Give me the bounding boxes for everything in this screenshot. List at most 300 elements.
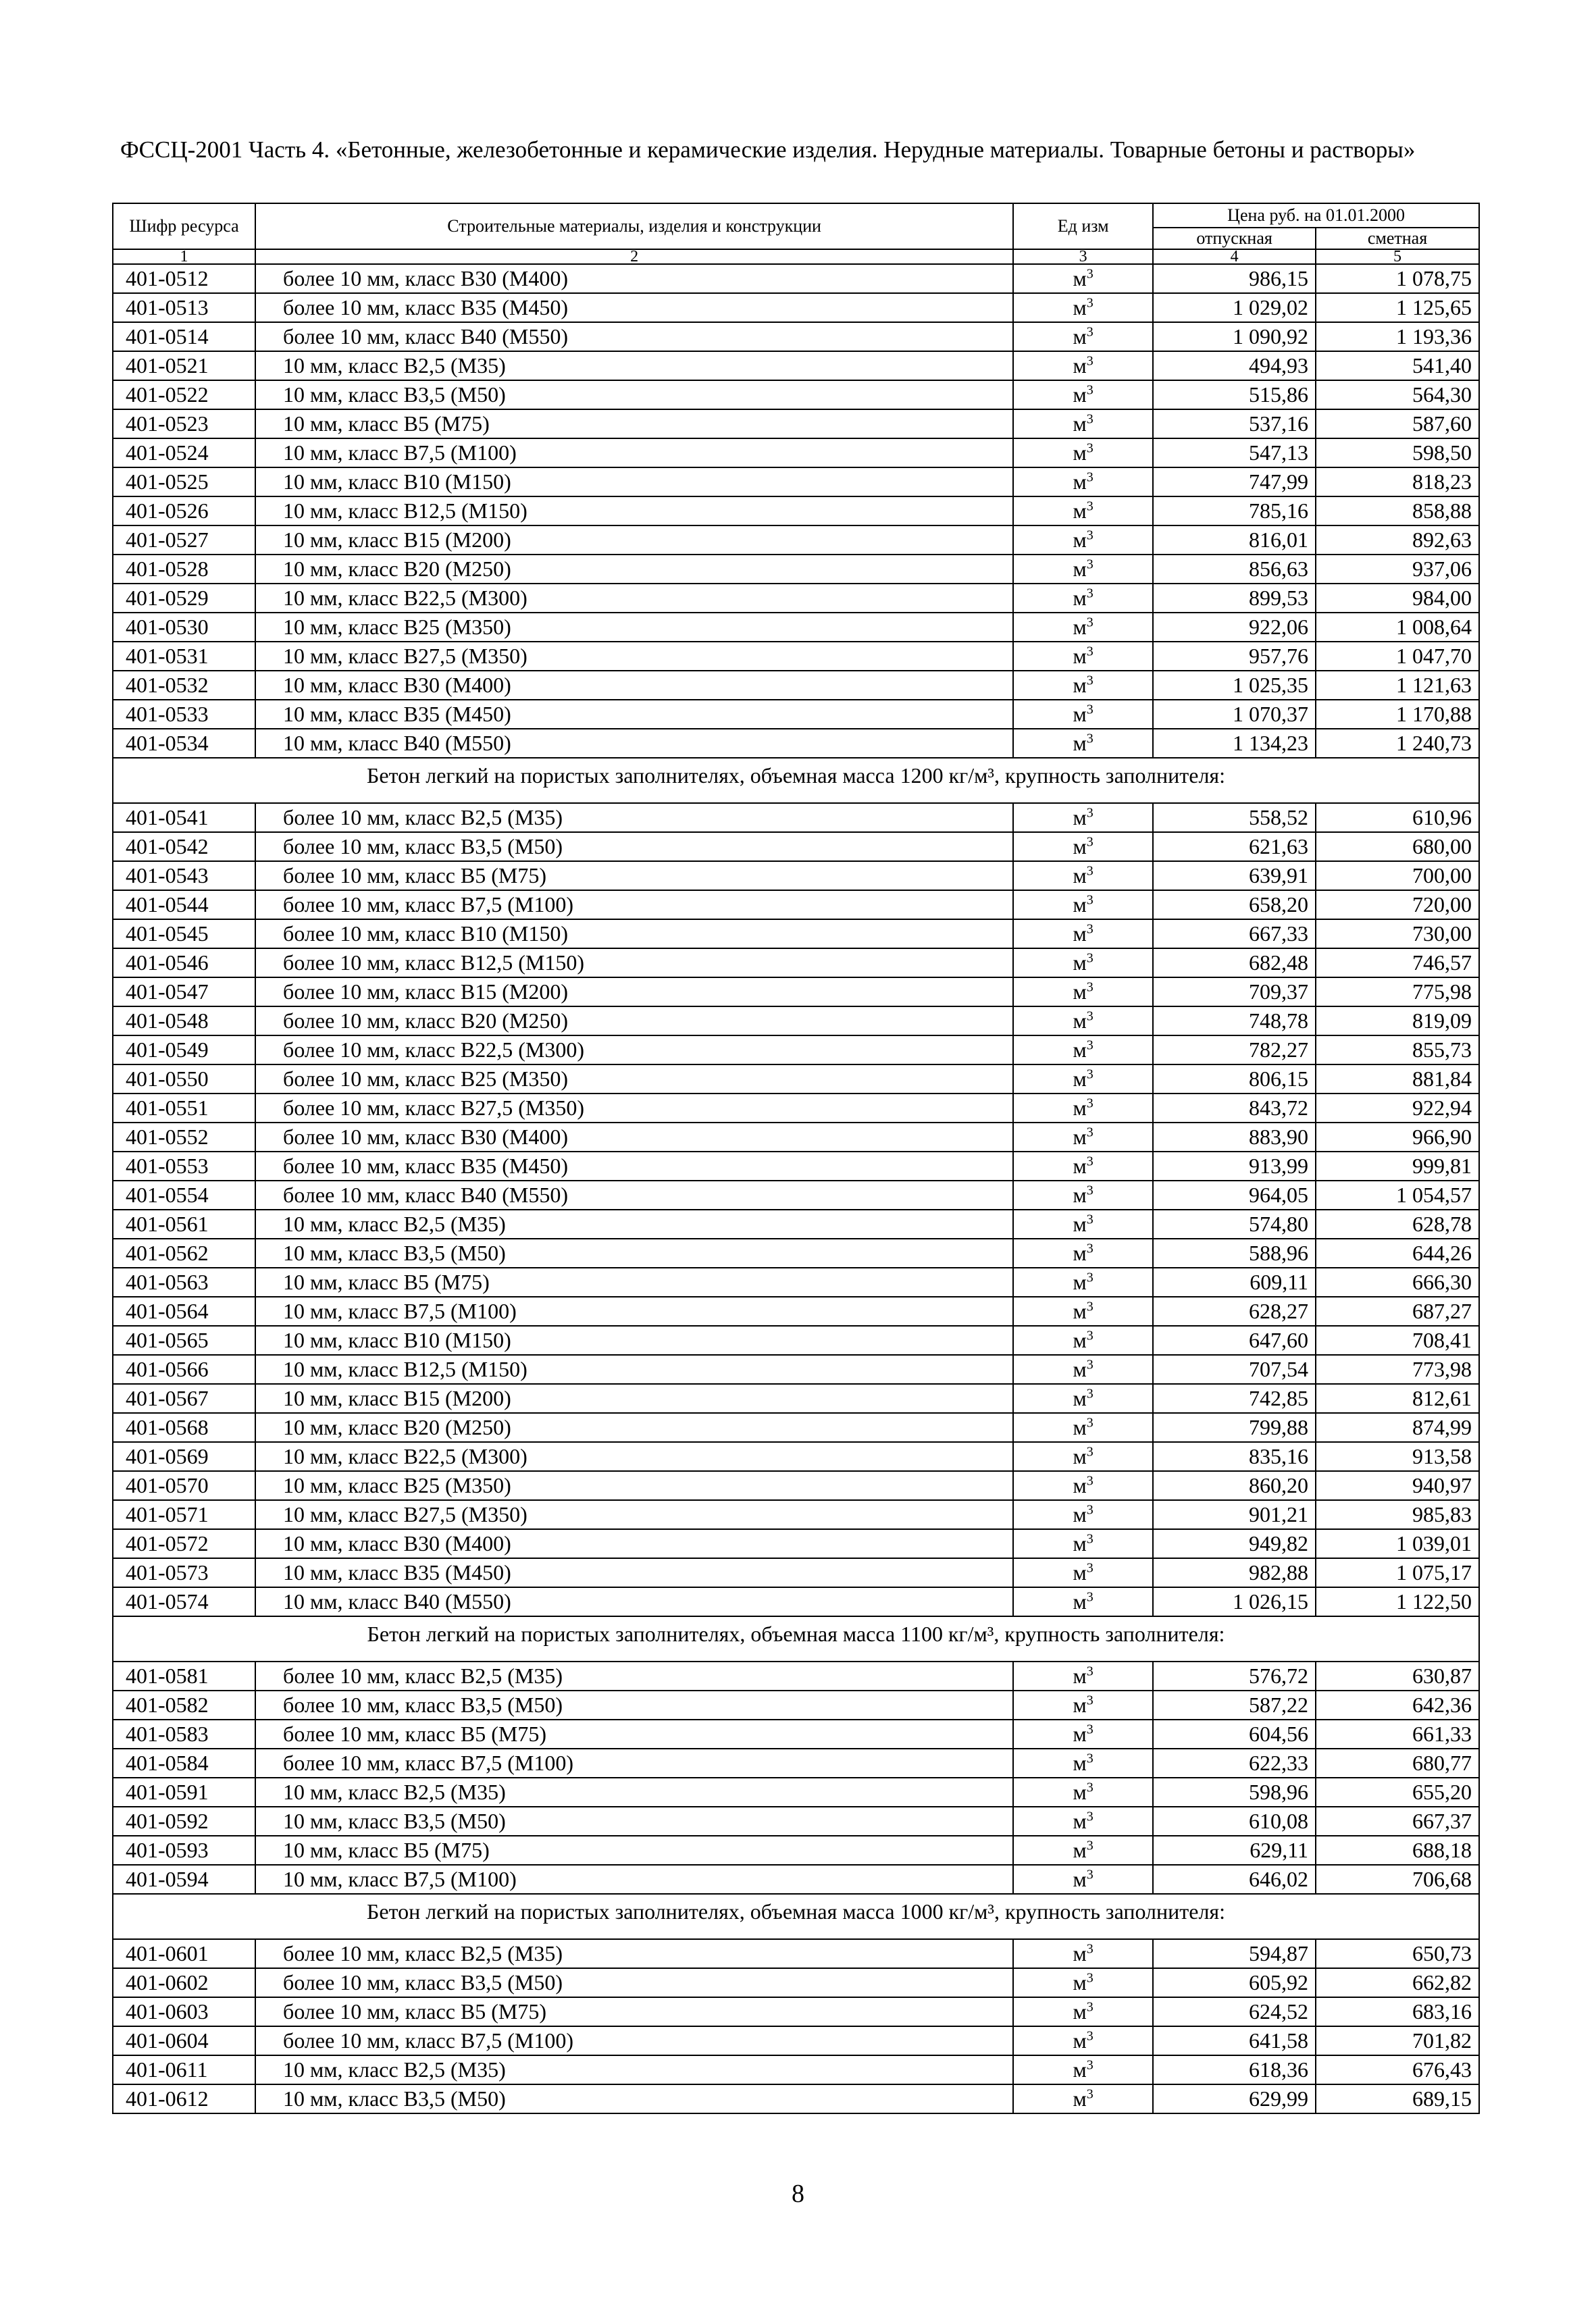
- material-name: более 10 мм, класс В30 (М400): [255, 1123, 1013, 1152]
- resource-code: 401-0521: [113, 351, 255, 380]
- unit-label: м: [1073, 1154, 1087, 1178]
- unit-label: м: [1073, 1751, 1087, 1775]
- release-price: 598,96: [1153, 1778, 1316, 1807]
- table-row: [113, 1355, 1479, 1384]
- material-name: 10 мм, класс В40 (М550): [255, 1587, 1013, 1616]
- table-row: [113, 1152, 1479, 1181]
- release-price: 628,27: [1153, 1297, 1316, 1326]
- unit-label: м: [1073, 1212, 1087, 1236]
- table-row: [113, 1836, 1479, 1865]
- unit-label: м: [1073, 1838, 1087, 1862]
- material-name: 10 мм, класс В30 (М400): [255, 671, 1013, 700]
- table-row: [113, 496, 1479, 525]
- estimate-price: 773,98: [1316, 1355, 1479, 1384]
- material-name: более 10 мм, класс В3,5 (М50): [255, 1968, 1013, 1997]
- column-number: 5: [1316, 249, 1479, 264]
- material-name: более 10 мм, класс В2,5 (М35): [255, 803, 1013, 832]
- estimate-price: 937,06: [1316, 555, 1479, 584]
- material-name: более 10 мм, класс В20 (М250): [255, 1006, 1013, 1035]
- unit-cell: [1013, 700, 1153, 729]
- estimate-price: 812,61: [1316, 1384, 1479, 1413]
- estimate-price: 858,88: [1316, 496, 1479, 525]
- unit-cell: [1013, 1442, 1153, 1471]
- group-title: Бетон легкий на пористых заполнителях, объемная масса 1200 кг/м³, крупность заполнителя:: [113, 758, 1479, 803]
- unit-label: м: [1073, 586, 1087, 610]
- release-price: 816,01: [1153, 525, 1316, 555]
- unit-cell: [1013, 1939, 1153, 1968]
- cube-superscript: 3: [1086, 1999, 1093, 2015]
- cube-superscript: 3: [1086, 469, 1093, 485]
- estimate-price: 874,99: [1316, 1413, 1479, 1442]
- cube-superscript: 3: [1086, 673, 1093, 688]
- table-row: [113, 803, 1479, 832]
- material-name: более 10 мм, класс В7,5 (М100): [255, 890, 1013, 919]
- resource-code: 401-0562: [113, 1239, 255, 1268]
- resource-code: 401-0543: [113, 861, 255, 890]
- unit-cell: [1013, 409, 1153, 438]
- resource-code: 401-0528: [113, 555, 255, 584]
- unit-cell: [1013, 890, 1153, 919]
- group-header-row: [113, 1894, 1479, 1939]
- estimate-price: 730,00: [1316, 919, 1479, 948]
- resource-code: 401-0574: [113, 1587, 255, 1616]
- resource-code: 401-0549: [113, 1035, 255, 1064]
- estimate-price: 892,63: [1316, 525, 1479, 555]
- material-name: более 10 мм, класс В30 (М400): [255, 264, 1013, 293]
- release-price: 587,22: [1153, 1691, 1316, 1720]
- group-title: Бетон легкий на пористых заполнителях, объемная масса 1100 кг/м³, крупность заполнителя:: [113, 1616, 1479, 1662]
- estimate-price: 700,00: [1316, 861, 1479, 890]
- unit-label: м: [1073, 469, 1087, 494]
- unit-cell: [1013, 264, 1153, 293]
- material-name: 10 мм, класс В3,5 (М50): [255, 2084, 1013, 2113]
- unit-label: м: [1073, 1531, 1087, 1555]
- table-row: [113, 351, 1479, 380]
- release-price: 1 134,23: [1153, 729, 1316, 758]
- table-row: [113, 1471, 1479, 1500]
- table-row: [113, 525, 1479, 555]
- resource-code: 401-0548: [113, 1006, 255, 1035]
- unit-label: м: [1073, 295, 1087, 319]
- unit-cell: [1013, 1210, 1153, 1239]
- cube-superscript: 3: [1086, 1328, 1093, 1343]
- material-name: 10 мм, класс В25 (М350): [255, 613, 1013, 642]
- release-price: 658,20: [1153, 890, 1316, 919]
- resource-code: 401-0544: [113, 890, 255, 919]
- estimate-price: 661,33: [1316, 1720, 1479, 1749]
- cube-superscript: 3: [1086, 557, 1093, 572]
- material-name: 10 мм, класс В20 (М250): [255, 555, 1013, 584]
- unit-cell: [1013, 919, 1153, 948]
- release-price: 667,33: [1153, 919, 1316, 948]
- resource-code: 401-0564: [113, 1297, 255, 1326]
- estimate-price: 1 075,17: [1316, 1558, 1479, 1587]
- unit-cell: [1013, 1471, 1153, 1500]
- unit-label: м: [1073, 2028, 1087, 2053]
- resource-code: 401-0592: [113, 1807, 255, 1836]
- unit-cell: [1013, 1035, 1153, 1064]
- unit-cell: [1013, 1064, 1153, 1094]
- material-name: 10 мм, класс В5 (М75): [255, 1836, 1013, 1865]
- cube-superscript: 3: [1086, 1386, 1093, 1402]
- estimate-price: 966,90: [1316, 1123, 1479, 1152]
- table-row: [113, 671, 1479, 700]
- table-row: [113, 1939, 1479, 1968]
- unit-cell: [1013, 496, 1153, 525]
- unit-label: м: [1073, 805, 1087, 829]
- table-row: [113, 322, 1479, 351]
- cube-superscript: 3: [1086, 1154, 1093, 1169]
- material-name: более 10 мм, класс В7,5 (М100): [255, 1749, 1013, 1778]
- estimate-price: 855,73: [1316, 1035, 1479, 1064]
- cube-superscript: 3: [1086, 892, 1093, 908]
- estimate-price: 666,30: [1316, 1268, 1479, 1297]
- table-row: [113, 438, 1479, 467]
- estimate-price: 720,00: [1316, 890, 1479, 919]
- material-name: более 10 мм, класс В22,5 (М300): [255, 1035, 1013, 1064]
- release-price: 883,90: [1153, 1123, 1316, 1152]
- cube-superscript: 3: [1086, 1664, 1093, 1679]
- estimate-price: 706,68: [1316, 1865, 1479, 1894]
- cube-superscript: 3: [1086, 1970, 1093, 1986]
- header-estimate: сметная: [1316, 228, 1479, 249]
- unit-cell: [1013, 1500, 1153, 1529]
- unit-label: м: [1073, 615, 1087, 639]
- resource-code: 401-0591: [113, 1778, 255, 1807]
- resource-code: 401-0553: [113, 1152, 255, 1181]
- table-row: [113, 1720, 1479, 1749]
- release-price: 537,16: [1153, 409, 1316, 438]
- unit-label: м: [1073, 1096, 1087, 1120]
- table-row: [113, 1239, 1479, 1268]
- release-price: 594,87: [1153, 1939, 1316, 1968]
- header-name: Строительные материалы, изделия и конструкции: [255, 203, 1013, 249]
- table-row: [113, 1442, 1479, 1471]
- table-row: [113, 380, 1479, 409]
- unit-label: м: [1073, 950, 1087, 975]
- unit-label: м: [1073, 2086, 1087, 2111]
- unit-cell: [1013, 642, 1153, 671]
- cube-superscript: 3: [1086, 1270, 1093, 1285]
- release-price: 588,96: [1153, 1239, 1316, 1268]
- unit-label: м: [1073, 1473, 1087, 1497]
- release-price: 576,72: [1153, 1662, 1316, 1691]
- material-name: 10 мм, класс В5 (М75): [255, 1268, 1013, 1297]
- cube-superscript: 3: [1086, 1125, 1093, 1140]
- estimate-price: 564,30: [1316, 380, 1479, 409]
- unit-label: м: [1073, 1664, 1087, 1688]
- table-row: [113, 1778, 1479, 1807]
- cube-superscript: 3: [1086, 1502, 1093, 1518]
- release-price: 610,08: [1153, 1807, 1316, 1836]
- resource-code: 401-0526: [113, 496, 255, 525]
- resource-code: 401-0572: [113, 1529, 255, 1558]
- release-price: 639,91: [1153, 861, 1316, 890]
- unit-label: м: [1073, 440, 1087, 465]
- unit-label: м: [1073, 1867, 1087, 1891]
- table-row: [113, 1094, 1479, 1123]
- cube-superscript: 3: [1086, 1531, 1093, 1547]
- material-name: более 10 мм, класс В15 (М200): [255, 977, 1013, 1006]
- material-name: 10 мм, класс В27,5 (М350): [255, 1500, 1013, 1529]
- material-name: 10 мм, класс В12,5 (М150): [255, 496, 1013, 525]
- unit-label: м: [1073, 731, 1087, 755]
- release-price: 558,52: [1153, 803, 1316, 832]
- column-number: 4: [1153, 249, 1316, 264]
- unit-cell: [1013, 832, 1153, 861]
- unit-cell: [1013, 467, 1153, 496]
- header-row: [113, 203, 1479, 228]
- unit-label: м: [1073, 834, 1087, 858]
- unit-label: м: [1073, 1066, 1087, 1091]
- resource-code: 401-0523: [113, 409, 255, 438]
- table-row: [113, 1529, 1479, 1558]
- unit-label: м: [1073, 1999, 1087, 2024]
- unit-label: м: [1073, 382, 1087, 407]
- table-row: [113, 1749, 1479, 1778]
- resource-code: 401-0533: [113, 700, 255, 729]
- cube-superscript: 3: [1086, 921, 1093, 937]
- material-name: 10 мм, класс В22,5 (М300): [255, 584, 1013, 613]
- table-row: [113, 467, 1479, 496]
- unit-label: м: [1073, 2057, 1087, 2082]
- resource-code: 401-0531: [113, 642, 255, 671]
- release-price: 799,88: [1153, 1413, 1316, 1442]
- release-price: 709,37: [1153, 977, 1316, 1006]
- unit-cell: [1013, 1239, 1153, 1268]
- table-row: [113, 1662, 1479, 1691]
- estimate-price: 1 122,50: [1316, 1587, 1479, 1616]
- release-price: 629,99: [1153, 2084, 1316, 2113]
- release-price: 621,63: [1153, 832, 1316, 861]
- unit-cell: [1013, 1836, 1153, 1865]
- resource-code: 401-0568: [113, 1413, 255, 1442]
- unit-label: м: [1073, 1780, 1087, 1804]
- release-price: 843,72: [1153, 1094, 1316, 1123]
- unit-label: м: [1073, 644, 1087, 668]
- resource-code: 401-0561: [113, 1210, 255, 1239]
- material-name: более 10 мм, класс В27,5 (М350): [255, 1094, 1013, 1123]
- release-price: 494,93: [1153, 351, 1316, 380]
- table-row: [113, 2026, 1479, 2055]
- estimate-price: 940,97: [1316, 1471, 1479, 1500]
- release-price: 1 090,92: [1153, 322, 1316, 351]
- unit-label: м: [1073, 411, 1087, 436]
- unit-cell: [1013, 1268, 1153, 1297]
- release-price: 856,63: [1153, 555, 1316, 584]
- column-number: 2: [255, 249, 1013, 264]
- material-name: 10 мм, класс В27,5 (М350): [255, 642, 1013, 671]
- table-row: [113, 1558, 1479, 1587]
- resource-code: 401-0527: [113, 525, 255, 555]
- cube-superscript: 3: [1086, 1008, 1093, 1024]
- table-row: [113, 264, 1479, 293]
- estimate-price: 819,09: [1316, 1006, 1479, 1035]
- material-name: более 10 мм, класс В25 (М350): [255, 1064, 1013, 1094]
- release-price: 646,02: [1153, 1865, 1316, 1894]
- estimate-price: 1 054,57: [1316, 1181, 1479, 1210]
- table-row: [113, 293, 1479, 322]
- material-name: более 10 мм, класс В7,5 (М100): [255, 2026, 1013, 2055]
- cube-superscript: 3: [1086, 1066, 1093, 1082]
- estimate-price: 1 008,64: [1316, 613, 1479, 642]
- estimate-price: 650,73: [1316, 1939, 1479, 1968]
- release-price: 957,76: [1153, 642, 1316, 671]
- material-name: более 10 мм, класс В2,5 (М35): [255, 1939, 1013, 1968]
- resource-code: 401-0542: [113, 832, 255, 861]
- resource-code: 401-0530: [113, 613, 255, 642]
- table-row: [113, 555, 1479, 584]
- resource-code: 401-0612: [113, 2084, 255, 2113]
- unit-label: м: [1073, 1037, 1087, 1062]
- release-price: 748,78: [1153, 1006, 1316, 1035]
- cube-superscript: 3: [1086, 353, 1093, 369]
- material-name: 10 мм, класс В15 (М200): [255, 1384, 1013, 1413]
- resource-code: 401-0604: [113, 2026, 255, 2055]
- material-name: 10 мм, класс В10 (М150): [255, 467, 1013, 496]
- cube-superscript: 3: [1086, 266, 1093, 282]
- cube-superscript: 3: [1086, 1838, 1093, 1853]
- resource-code: 401-0541: [113, 803, 255, 832]
- material-name: 10 мм, класс В2,5 (М35): [255, 351, 1013, 380]
- estimate-price: 1 170,88: [1316, 700, 1479, 729]
- group-title: Бетон легкий на пористых заполнителях, объемная масса 1000 кг/м³, крупность заполнителя:: [113, 1894, 1479, 1939]
- unit-label: м: [1073, 324, 1087, 349]
- release-price: 604,56: [1153, 1720, 1316, 1749]
- estimate-price: 985,83: [1316, 1500, 1479, 1529]
- resource-code: 401-0602: [113, 1968, 255, 1997]
- unit-label: м: [1073, 1970, 1087, 1995]
- unit-cell: [1013, 351, 1153, 380]
- unit-label: м: [1073, 1270, 1087, 1294]
- resource-code: 401-0529: [113, 584, 255, 613]
- unit-label: м: [1073, 1941, 1087, 1965]
- estimate-price: 644,26: [1316, 1239, 1479, 1268]
- estimate-price: 1 078,75: [1316, 264, 1479, 293]
- unit-label: м: [1073, 1560, 1087, 1585]
- column-number: 1: [113, 249, 255, 264]
- resource-code: 401-0545: [113, 919, 255, 948]
- cube-superscript: 3: [1086, 1212, 1093, 1227]
- table-row: [113, 1268, 1479, 1297]
- table-row: [113, 642, 1479, 671]
- material-name: 10 мм, класс В35 (М450): [255, 700, 1013, 729]
- estimate-price: 708,41: [1316, 1326, 1479, 1355]
- release-price: 707,54: [1153, 1355, 1316, 1384]
- unit-label: м: [1073, 528, 1087, 552]
- estimate-price: 1 039,01: [1316, 1529, 1479, 1558]
- cube-superscript: 3: [1086, 324, 1093, 340]
- cube-superscript: 3: [1086, 586, 1093, 601]
- resource-code: 401-0584: [113, 1749, 255, 1778]
- cube-superscript: 3: [1086, 1357, 1093, 1372]
- unit-cell: [1013, 1720, 1153, 1749]
- unit-label: м: [1073, 1444, 1087, 1468]
- unit-cell: [1013, 1662, 1153, 1691]
- table-row: [113, 1865, 1479, 1894]
- release-price: 515,86: [1153, 380, 1316, 409]
- estimate-price: 680,77: [1316, 1749, 1479, 1778]
- unit-label: м: [1073, 1125, 1087, 1149]
- unit-cell: [1013, 1181, 1153, 1210]
- group-header-row: [113, 758, 1479, 803]
- unit-label: м: [1073, 673, 1087, 697]
- cube-superscript: 3: [1086, 498, 1093, 514]
- table-row: [113, 1997, 1479, 2026]
- release-price: 949,82: [1153, 1529, 1316, 1558]
- unit-cell: [1013, 1355, 1153, 1384]
- table-row: [113, 584, 1479, 613]
- table-row: [113, 1006, 1479, 1035]
- document-title: ФССЦ-2001 Часть 4. «Бетонные, железобетонные и керамические изделия. Нерудные материалы. Товарные бетоны и растворы»: [120, 136, 1416, 163]
- cube-superscript: 3: [1086, 2028, 1093, 2044]
- unit-label: м: [1073, 1183, 1087, 1207]
- header-release: отпускная: [1153, 228, 1316, 249]
- release-price: 605,92: [1153, 1968, 1316, 1997]
- material-name: 10 мм, класс В2,5 (М35): [255, 2055, 1013, 2084]
- unit-cell: [1013, 2055, 1153, 2084]
- material-name: 10 мм, класс В25 (М350): [255, 1471, 1013, 1500]
- unit-cell: [1013, 1123, 1153, 1152]
- unit-cell: [1013, 1326, 1153, 1355]
- table-row: [113, 1968, 1479, 1997]
- cube-superscript: 3: [1086, 1809, 1093, 1824]
- material-name: более 10 мм, класс В35 (М450): [255, 1152, 1013, 1181]
- material-name: 10 мм, класс В7,5 (М100): [255, 1865, 1013, 1894]
- estimate-price: 922,94: [1316, 1094, 1479, 1123]
- estimate-price: 818,23: [1316, 467, 1479, 496]
- release-price: 647,60: [1153, 1326, 1316, 1355]
- release-price: 609,11: [1153, 1268, 1316, 1297]
- unit-cell: [1013, 729, 1153, 758]
- estimate-price: 984,00: [1316, 584, 1479, 613]
- cube-superscript: 3: [1086, 731, 1093, 746]
- unit-cell: [1013, 584, 1153, 613]
- unit-cell: [1013, 293, 1153, 322]
- group-header-row: [113, 1616, 1479, 1662]
- cube-superscript: 3: [1086, 295, 1093, 311]
- release-price: 986,15: [1153, 264, 1316, 293]
- unit-cell: [1013, 555, 1153, 584]
- cube-superscript: 3: [1086, 950, 1093, 966]
- unit-label: м: [1073, 863, 1087, 888]
- cube-superscript: 3: [1086, 1941, 1093, 1957]
- cube-superscript: 3: [1086, 1722, 1093, 1737]
- release-price: 641,58: [1153, 2026, 1316, 2055]
- header-code: Шифр ресурса: [113, 203, 255, 249]
- cube-superscript: 3: [1086, 1560, 1093, 1576]
- release-price: 785,16: [1153, 496, 1316, 525]
- release-price: 624,52: [1153, 1997, 1316, 2026]
- material-name: 10 мм, класс В2,5 (М35): [255, 1210, 1013, 1239]
- table-row: [113, 1181, 1479, 1210]
- resource-code: 401-0554: [113, 1181, 255, 1210]
- unit-label: м: [1073, 1357, 1087, 1381]
- cube-superscript: 3: [1086, 1693, 1093, 1708]
- cube-superscript: 3: [1086, 1241, 1093, 1256]
- estimate-price: 662,82: [1316, 1968, 1479, 1997]
- table-row: [113, 1123, 1479, 1152]
- estimate-price: 689,15: [1316, 2084, 1479, 2113]
- material-name: 10 мм, класс В5 (М75): [255, 409, 1013, 438]
- table-row: [113, 1210, 1479, 1239]
- unit-cell: [1013, 1587, 1153, 1616]
- cube-superscript: 3: [1086, 1589, 1093, 1605]
- cube-superscript: 3: [1086, 615, 1093, 630]
- table-row: [113, 729, 1479, 758]
- unit-cell: [1013, 1529, 1153, 1558]
- unit-label: м: [1073, 1008, 1087, 1033]
